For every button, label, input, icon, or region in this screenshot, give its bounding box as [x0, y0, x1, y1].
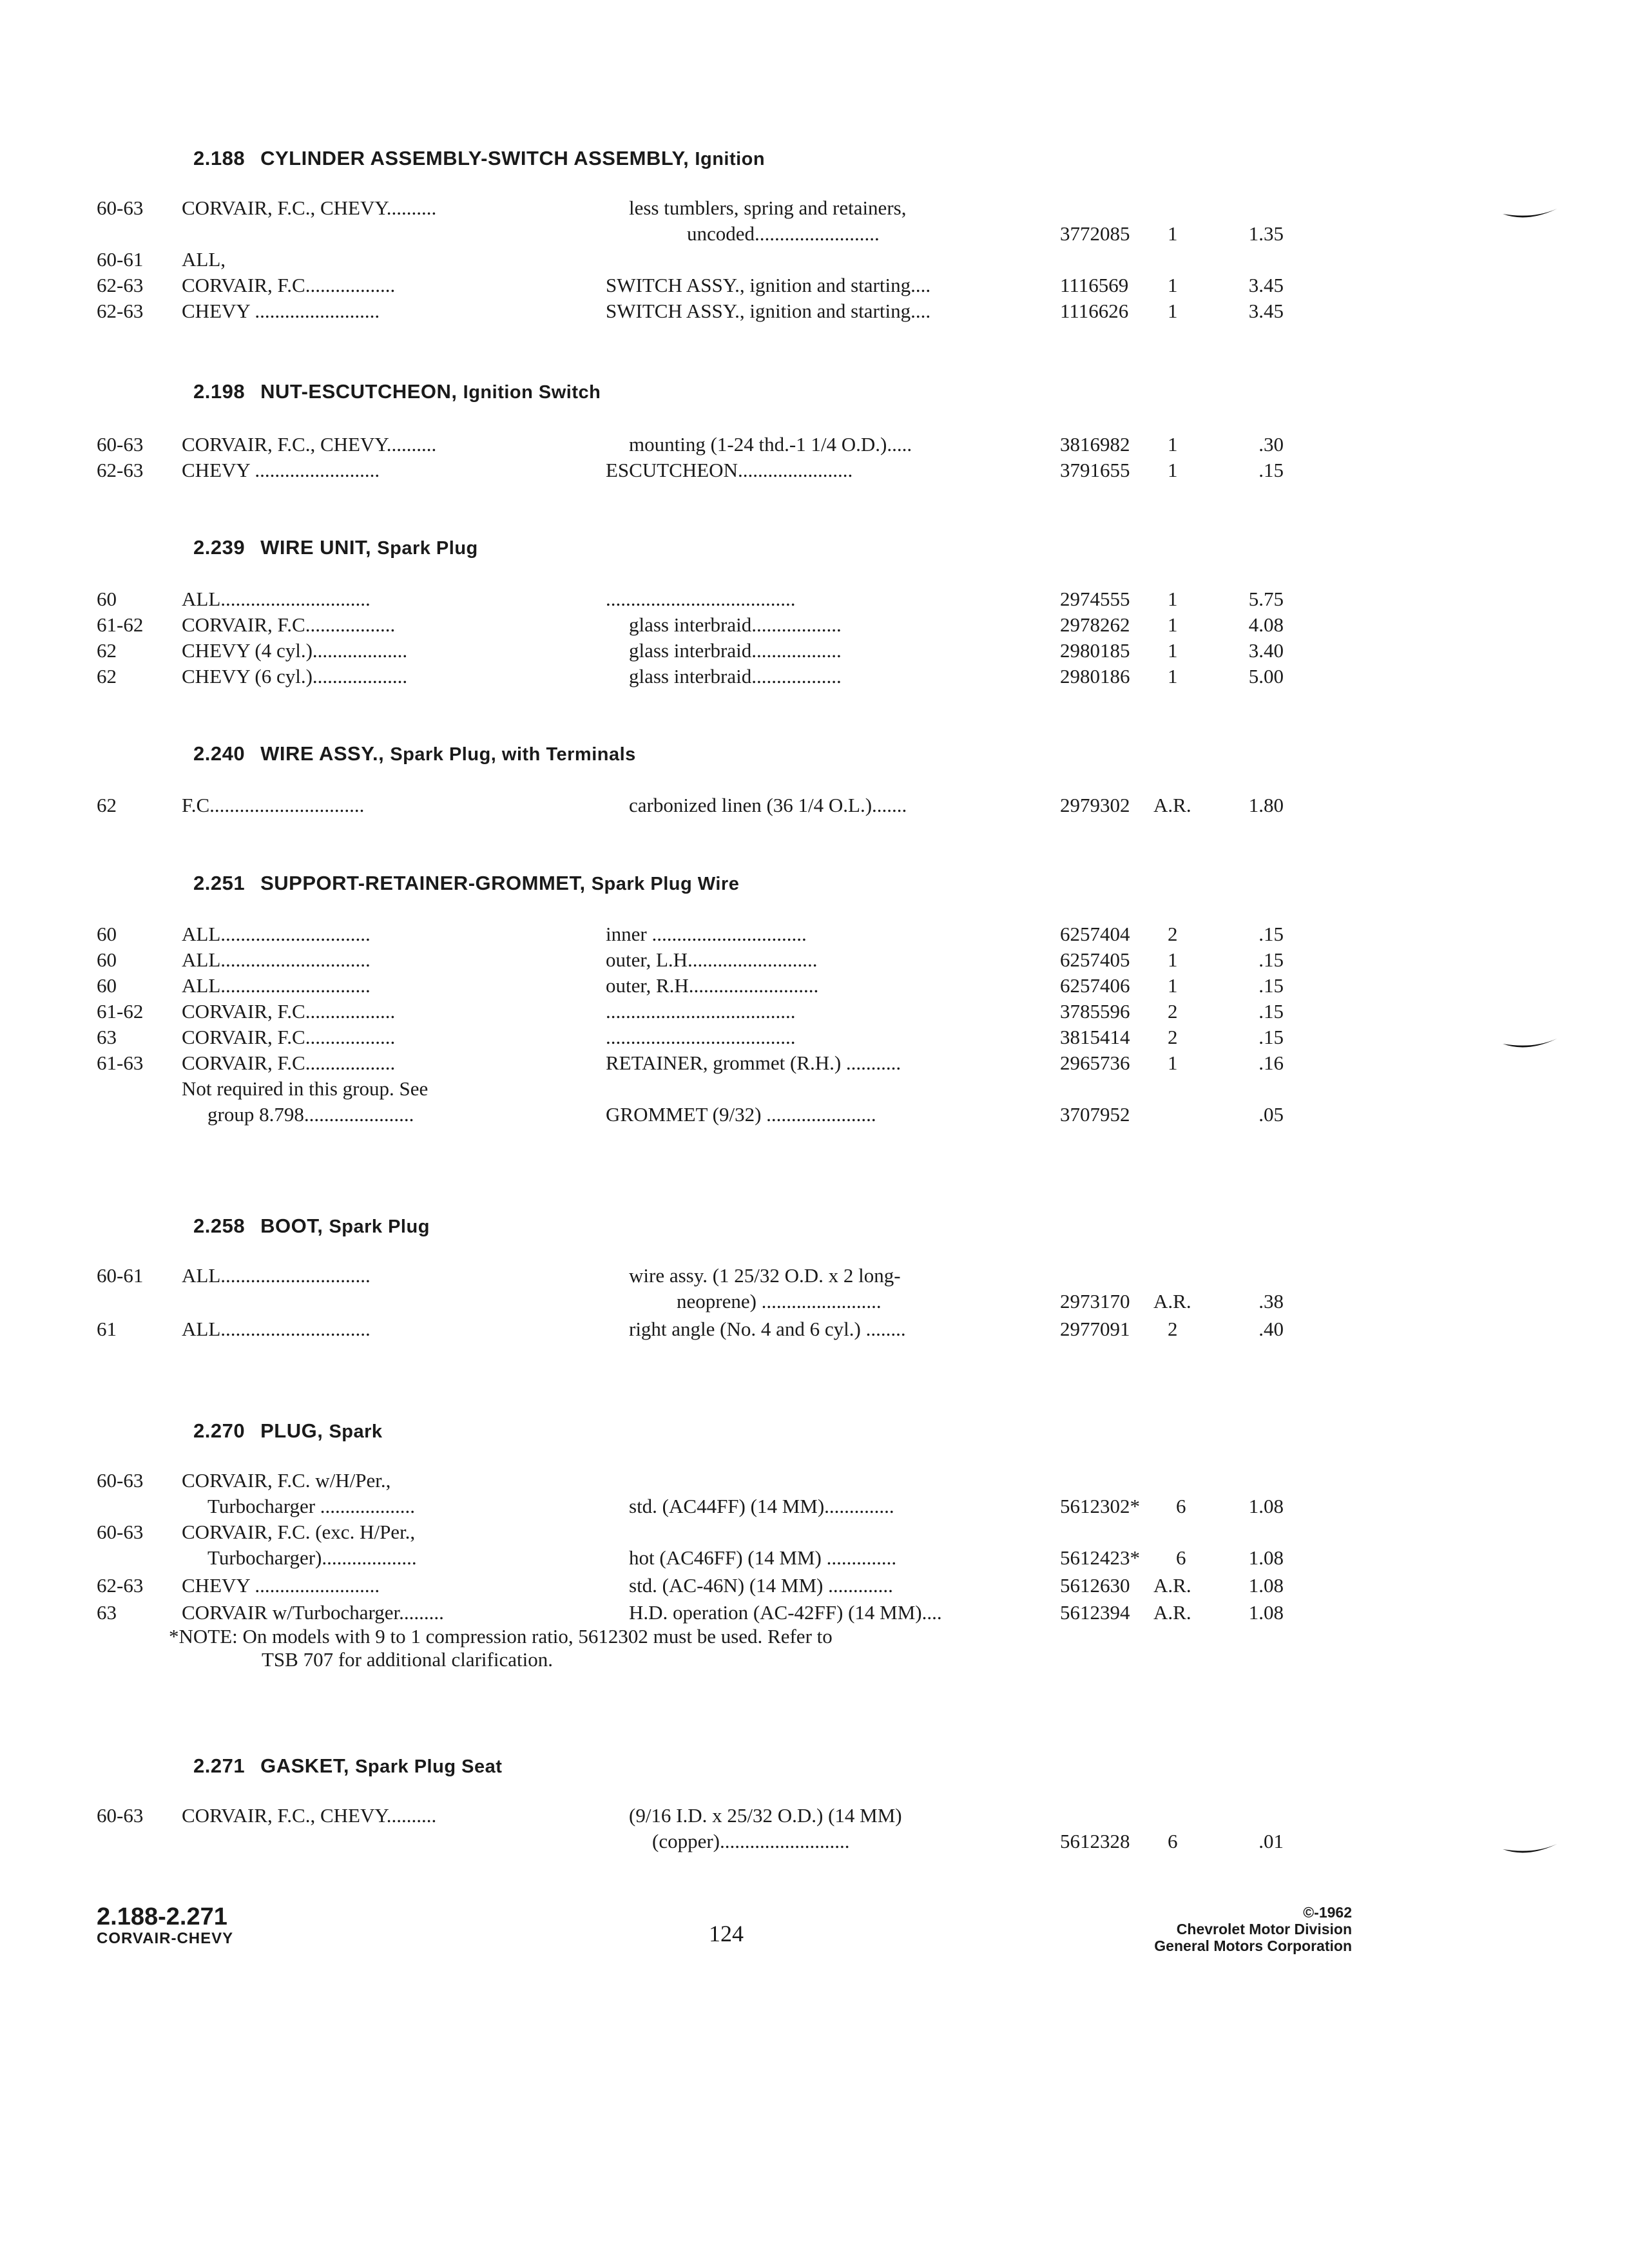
table-row: 63 CORVAIR w/Turbocharger......... H.D. operation (AC-42FF) (14 MM).... 5612394 A.R. 1.08 [97, 1601, 1284, 1624]
table-row: 60 ALL.............................. outer, R.H.......................... 6257406 1 .15 [97, 974, 1284, 997]
note-text-continued: TSB 707 for additional clarification. [262, 1648, 553, 1671]
section-title-2188: 2.188 CYLINDER ASSEMBLY-SWITCH ASSEMBLY, Ignition [193, 147, 766, 169]
table-row: 60 ALL.............................. inner ............................... 6257404 2 .15 [97, 923, 1284, 945]
table-row: 60 ALL.............................. ...................................... 2974555 1 5.75 [97, 588, 1284, 610]
table-row: Not required in this group. See [182, 1077, 429, 1100]
table-row: (copper).......................... 5612328 6 .01 [652, 1830, 1284, 1852]
footer-group-code [97, 1904, 233, 1948]
table-row: 62-63 CHEVY ......................... SWITCH ASSY., ignition and starting.... 1116626 1 3.45 [97, 300, 1284, 322]
table-row: 61-62 CORVAIR, F.C.................. glass interbraid.................. 2978262 1 4.08 [97, 613, 1284, 636]
page-number: 124 [709, 1921, 744, 1946]
table-row: neoprene) ........................ 2973170 A.R. .38 [677, 1290, 1284, 1312]
table-row: 63 CORVAIR, F.C.................. ...................................... 3815414 2 .15 [97, 1026, 1284, 1048]
binder-mark-icon [1501, 1030, 1559, 1055]
table-row: 60 ALL.............................. outer, L.H.......................... 6257405 1 .15 [97, 948, 1284, 971]
table-row: 62-63 CHEVY ......................... std. (AC-46N) (14 MM) ............. 5612630 A.R. 1.08 [97, 1574, 1284, 1597]
table-row: 62 CHEVY (4 cyl.)................... glass interbraid.................. 2980185 1 3.40 [97, 639, 1284, 662]
footer-code: 2.188-2.271 [97, 1903, 227, 1930]
section-title-2271: 2.271 GASKET, Spark Plug Seat [193, 1754, 503, 1777]
section-title-2258: 2.258 BOOT, Spark Plug [193, 1215, 430, 1237]
table-row: group 8.798...................... GROMMET (9/32) ...................... 3707952 .05 [207, 1103, 1284, 1126]
section-title-2240: 2.240 WIRE ASSY., Spark Plug, with Terminals [193, 742, 636, 765]
table-row: 62 F.C............................... carbonized linen (36 1/4 O.L.)....... 2979302 A.R. 1.80 [97, 794, 1284, 816]
table-row: uncoded......................... 3772085 1 1.35 [687, 222, 1284, 245]
note-text: *NOTE: On models with 9 to 1 compression ratio, 5612302 must be used. Refer to [169, 1625, 833, 1648]
binder-mark-icon [1501, 1835, 1559, 1861]
table-row: 60-63 CORVAIR, F.C., CHEVY.......... mounting (1-24 thd.-1 1/4 O.D.)..... 3816982 1 .30 [97, 433, 1284, 456]
table-row: Turbocharger)................... hot (AC46FF) (14 MM) .............. 5612423* 6 1.08 [207, 1546, 1284, 1569]
table-row: 60-63 CORVAIR, F.C., CHEVY.......... (9/16 I.D. x 25/32 O.D.) (14 MM) [97, 1804, 902, 1827]
table-row: 62-63 CORVAIR, F.C.................. SWITCH ASSY., ignition and starting.... 1116569 1 3.45 [97, 274, 1284, 296]
table-row: 62 CHEVY (6 cyl.)................... glass interbraid.................. 2980186 1 5.00 [97, 665, 1284, 687]
table-row: 60-63 CORVAIR, F.C., CHEVY.......... less tumblers, spring and retainers, [97, 197, 907, 219]
section-title-2198: 2.198 NUT-ESCUTCHEON, Ignition Switch [193, 380, 601, 403]
copyright: ©-1962 [1303, 1904, 1352, 1921]
table-row: 61 ALL.............................. right angle (No. 4 and 6 cyl.) ........ 2977091 2 .40 [97, 1318, 1284, 1340]
footer-publisher [1154, 1904, 1352, 1954]
division: Chevrolet Motor Division [1176, 1921, 1352, 1937]
table-row: 60-61 ALL.............................. wire assy. (1 25/32 O.D. x 2 long- [97, 1264, 901, 1287]
table-row: 60-63 CORVAIR, F.C. w/H/Per., [97, 1469, 391, 1492]
binder-mark-icon [1501, 200, 1559, 226]
section-title-2239: 2.239 WIRE UNIT, Spark Plug [193, 536, 478, 559]
table-row: 61-63 CORVAIR, F.C.................. RETAINER, grommet (R.H.) ........... 2965736 1 .16 [97, 1052, 1284, 1074]
section-title-2251: 2.251 SUPPORT-RETAINER-GROMMET, Spark Plug Wire [193, 872, 740, 894]
table-row: 62-63 CHEVY ......................... ESCUTCHEON....................... 3791655 1 .15 [97, 459, 1284, 481]
table-row: 61-62 CORVAIR, F.C.................. ...................................... 3785596 2 .15 [97, 1000, 1284, 1023]
table-row: Turbocharger ................... std. (AC44FF) (14 MM).............. 5612302* 6 1.08 [207, 1495, 1284, 1517]
footer-model: CORVAIR-CHEVY [97, 1930, 234, 1947]
corporation: General Motors Corporation [1154, 1937, 1352, 1954]
table-row: 60-63 CORVAIR, F.C. (exc. H/Per., [97, 1521, 416, 1543]
table-row: 60-61 ALL, [97, 248, 226, 271]
section-title-2270: 2.270 PLUG, Spark [193, 1419, 383, 1442]
